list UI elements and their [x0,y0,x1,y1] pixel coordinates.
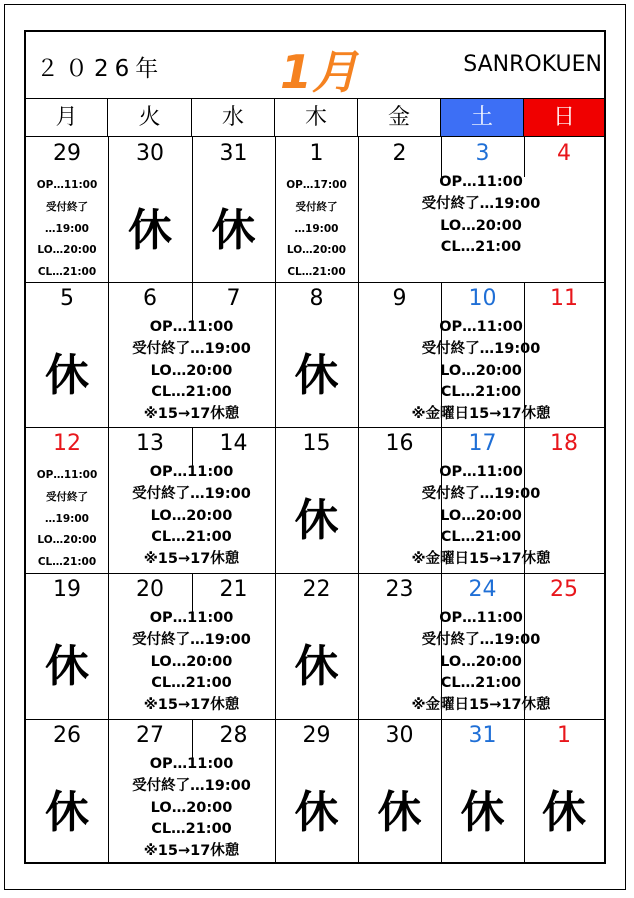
hours-line: …19:00 [45,222,89,235]
date-number: 12 [53,431,81,456]
date-number: 7 [226,286,241,311]
hours-line: ※金曜日15→17休憩 [411,551,551,568]
date-number: 29 [53,141,81,166]
hours-line: CL…21:00 [440,384,522,401]
hours-line: OP…11:00 [149,756,234,772]
calendar [24,30,606,864]
date-number: 17 [468,431,497,456]
hours-line: LO…20:00 [150,362,233,379]
grid-line [26,427,604,428]
closed-marker: 休 [542,787,586,838]
hours-line: OP…11:00 [149,464,234,480]
closed-marker: 休 [45,641,89,692]
hours-line: ※金曜日15→17休憩 [411,697,551,714]
hours-line: 受付終了 [46,490,88,503]
hours-line: …19:00 [45,512,89,525]
hours-line: LO…20:00 [150,799,233,816]
closed-marker: 休 [294,641,339,692]
hours-line: 受付終了…19:00 [421,340,541,357]
weekday-header: 水 [192,99,275,137]
date-number: 2 [392,141,407,166]
hours-line: ※15→17休憩 [143,697,240,714]
closed-marker: 休 [460,787,505,838]
grid-line [26,136,604,137]
date-number: 20 [136,577,164,602]
date-number: 13 [136,431,164,456]
date-number: 4 [557,141,571,166]
grid-line [26,573,604,574]
calendar-header [26,32,604,99]
closed-marker: 休 [294,787,339,838]
hours-line: LO…20:00 [440,362,522,379]
hours-line: LO…20:00 [440,507,522,524]
hours-line: LO…20:00 [150,507,233,524]
date-number: 27 [136,723,164,748]
hours-line: LO…20:00 [37,534,97,547]
hours-line: OP…11:00 [439,174,523,190]
weekday-header: 金 [358,99,441,137]
date-number: 25 [550,577,578,602]
date-number: 14 [219,431,248,456]
hours-line: LO…20:00 [440,217,522,234]
hours-line: 受付終了…19:00 [132,340,251,357]
date-number: 8 [309,286,324,311]
month-title: 1月 [280,45,359,99]
grid-line [26,719,604,720]
weekday-header: 土 [441,99,524,137]
hours-line: LO…20:00 [150,653,233,670]
hours-line: ※15→17休憩 [143,551,240,568]
weekday-header: 月 [26,99,108,137]
hours-line: OP…11:00 [149,319,234,335]
hours-line: OP…11:00 [149,610,234,626]
date-number: 11 [550,286,578,311]
date-number: 3 [475,141,490,166]
hours-line: ※金曜日15→17休憩 [411,406,551,423]
hours-line: 受付終了…19:00 [132,777,251,794]
brand-name: SANROKUEN [463,52,602,77]
hours-line: 受付終了…19:00 [421,195,541,212]
date-number: 30 [385,723,414,748]
date-number: 19 [53,577,81,602]
hours-line: CL…21:00 [287,266,346,279]
closed-marker: 休 [128,205,172,256]
hours-line: CL…21:00 [151,675,232,692]
hours-line: OP…11:00 [36,469,98,481]
closed-marker: 休 [377,787,422,838]
hours-line: CL…21:00 [37,556,97,569]
date-number: 10 [468,286,497,311]
hours-line: 受付終了…19:00 [132,631,251,648]
date-number: 1 [557,723,571,748]
date-number: 31 [219,141,248,166]
hours-line: OP…17:00 [286,179,347,191]
date-number: 5 [60,286,74,311]
hours-line: CL…21:00 [151,384,232,401]
date-number: 6 [143,286,157,311]
date-number: 21 [219,577,248,602]
hours-line: ※15→17休憩 [143,843,240,860]
hours-line: 受付終了…19:00 [421,631,541,648]
hours-line: OP…11:00 [439,319,523,335]
hours-line: 受付終了 [46,200,88,213]
hours-line: LO…20:00 [286,244,347,257]
hours-line: CL…21:00 [440,675,522,692]
hours-line: CL…21:00 [151,821,232,838]
date-number: 1 [309,141,324,166]
hours-line: ※15→17休憩 [143,406,240,423]
closed-marker: 休 [211,205,256,256]
date-number: 9 [392,286,407,311]
weekday-header: 木 [275,99,358,137]
hours-line: LO…20:00 [440,653,522,670]
hours-line: 受付終了…19:00 [132,485,251,502]
hours-line: OP…11:00 [439,610,523,626]
year-label: ２０26年 [36,56,165,82]
date-number: 22 [302,577,331,602]
date-number: 16 [385,431,414,456]
hours-line: CL…21:00 [440,239,522,256]
hours-line: 受付終了 [295,200,338,213]
date-number: 30 [136,141,164,166]
hours-line: LO…20:00 [37,244,97,257]
closed-marker: 休 [294,350,339,401]
hours-line: 受付終了…19:00 [421,485,541,502]
hours-line: CL…21:00 [151,529,232,546]
hours-line: OP…11:00 [36,179,98,191]
weekday-header: 火 [108,99,192,137]
closed-marker: 休 [294,495,339,546]
date-number: 24 [468,577,497,602]
date-number: 23 [385,577,414,602]
date-number: 31 [468,723,497,748]
date-number: 29 [302,723,331,748]
closed-marker: 休 [45,350,89,401]
hours-line: OP…11:00 [439,464,523,480]
date-number: 15 [302,431,331,456]
date-number: 28 [219,723,248,748]
closed-marker: 休 [45,787,89,838]
date-number: 26 [53,723,81,748]
weekday-header: 日 [524,99,604,137]
hours-line: CL…21:00 [440,529,522,546]
hours-line: CL…21:00 [37,266,97,279]
date-number: 18 [550,431,578,456]
hours-line: …19:00 [294,222,339,235]
